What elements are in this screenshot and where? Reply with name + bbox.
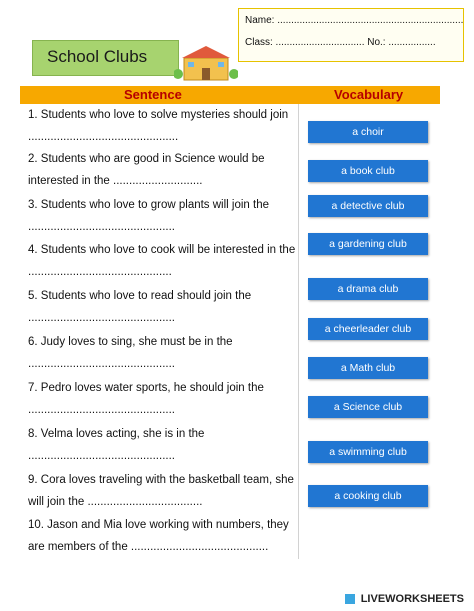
- vocab-cheerleader-club-tile[interactable]: a cheerleader club: [308, 318, 428, 340]
- sentence-1[interactable]: 1. Students who love to solve mysteries should join ...............................................: [28, 109, 289, 143]
- sentence-6[interactable]: 6. Judy loves to sing, she must be in the ..............................................: [28, 336, 233, 370]
- vocab-gardening-club-tile[interactable]: a gardening club: [308, 233, 428, 255]
- page-title: School Clubs: [47, 47, 148, 66]
- sentence-5[interactable]: 5. Students who love to read should join the ..............................................: [28, 290, 252, 324]
- vocab-cooking-club-tile[interactable]: a cooking club: [308, 485, 428, 507]
- worksheet-table: [20, 86, 440, 553]
- title-banner: [32, 40, 179, 76]
- vocab-book-club-tile[interactable]: a book club: [308, 160, 428, 182]
- sentence-10[interactable]: 10. Jason and Mia love working with numbers, they are members of the ...........................................: [28, 519, 289, 553]
- sentence-2[interactable]: 2. Students who are good in Science would be interested in the ............................: [28, 153, 265, 187]
- liveworksheets-logo-icon: [345, 594, 355, 604]
- vocab-science-club-tile[interactable]: a Science club: [308, 396, 428, 418]
- footer-brand-label: LIVEWORKSHEETS: [360, 593, 464, 605]
- sentence-4[interactable]: 4. Students who love to cook will be interested in the .............................................: [28, 244, 296, 278]
- column-divider: [298, 104, 299, 559]
- vocab-detective-club-tile[interactable]: a detective club: [308, 195, 428, 217]
- sentence-9[interactable]: 9. Cora loves traveling with the basketball team, she will join the ....................................: [28, 474, 294, 508]
- class-line[interactable]: Class: ................................ No.: .................: [245, 37, 436, 48]
- sentence-7[interactable]: 7. Pedro loves water sports, he should join the ..............................................: [28, 382, 264, 416]
- footer-brand: [345, 593, 464, 605]
- vocab-math-club-tile[interactable]: a Math club: [308, 357, 428, 379]
- vocab-choir-tile[interactable]: a choir: [308, 121, 428, 143]
- sentence-3[interactable]: 3. Students who love to grow plants will join the ..............................................: [28, 199, 269, 233]
- vocabulary-column-header: Vocabulary: [334, 87, 404, 102]
- name-class-box: [238, 8, 464, 62]
- sentence-8[interactable]: 8. Velma loves acting, she is in the ..............................................: [28, 428, 205, 462]
- name-line[interactable]: Name: ...................................................................: [245, 15, 464, 26]
- vocab-drama-club-tile[interactable]: a drama club: [308, 278, 428, 300]
- vocab-swimming-club-tile[interactable]: a swimming club: [308, 441, 428, 463]
- table-header: [20, 86, 440, 104]
- sentence-column-header: Sentence: [124, 87, 182, 102]
- school-building-icon: [174, 44, 238, 82]
